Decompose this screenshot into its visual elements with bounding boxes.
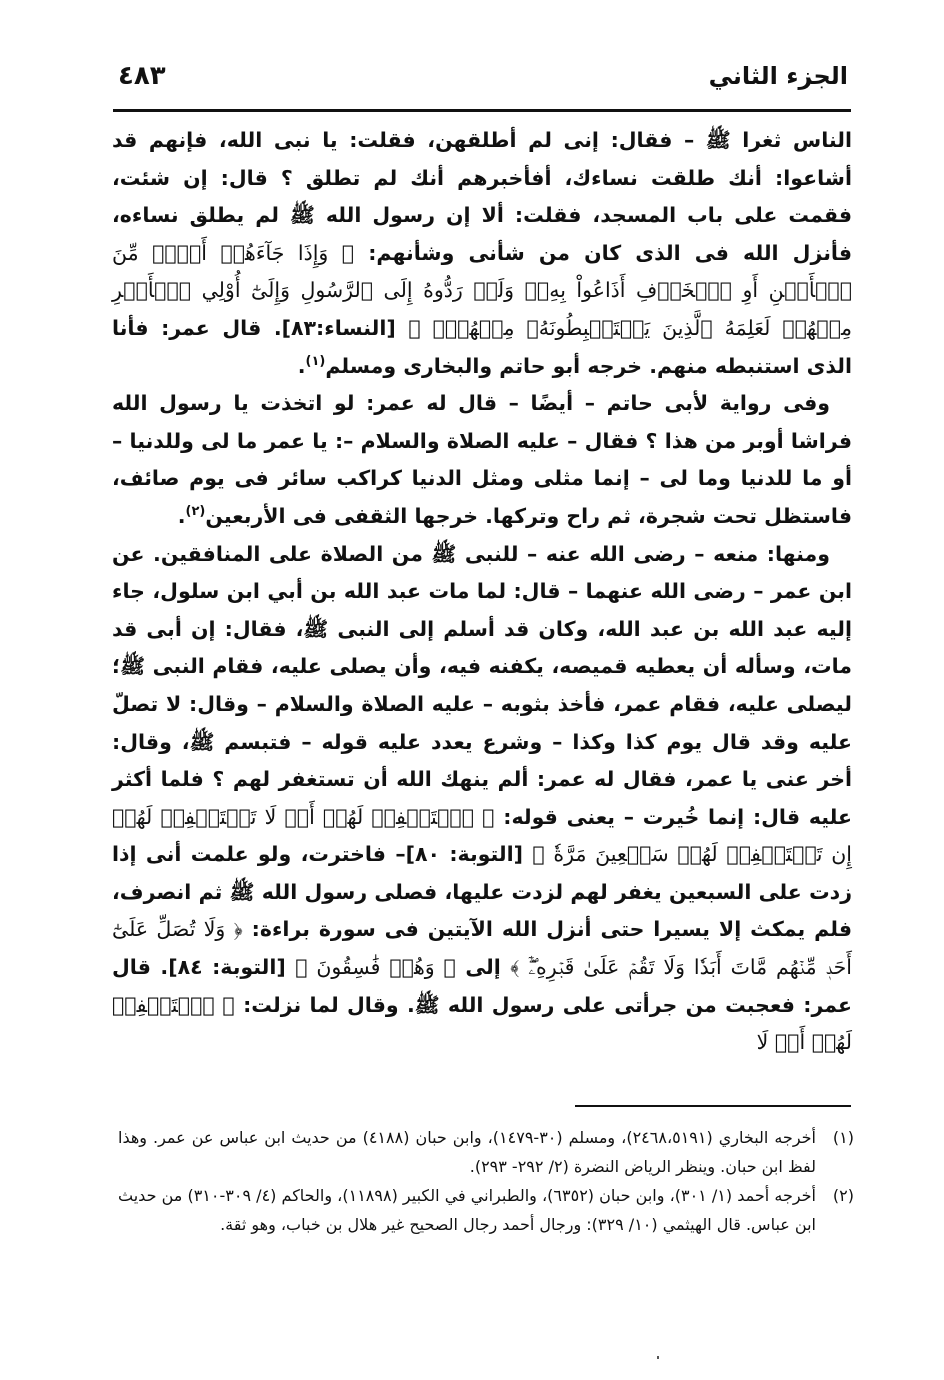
- quran-verse-tawba-80: ﴿ ٱسۡتَغۡفِرۡ لَهُمۡ أَوۡ لَا تَسۡتَغۡفِرۡ لَهُمۡ إِن تَسۡتَغۡفِرۡ لَهُمۡ سَبۡعِينَ مَرَّةٗ ﴾: [112, 804, 852, 867]
- footnote-marker-1: (١): [305, 353, 326, 369]
- quran-verse-tawba-84-end: ﴿ وَهُمۡ فَٰسِقُونَ ﴾: [295, 955, 456, 980]
- paragraph-2: [112, 385, 852, 535]
- scan-speck: [657, 1356, 659, 1359]
- quran-verse-tawba-84: ﴿ وَلَا تُصَلِّ عَلَىٰٓ أَحَدٖ مِّنۡهُم مَّاتَ أَبَدٗا وَلَا تَقُمۡ عَلَىٰ قَبۡرِهِۦٓۖ ﴾: [112, 917, 853, 980]
- footnote-1-text: أخرجه البخاري (٢٤٦٨،٥١٩١)، ومسلم (٣٠-١٤٧٩)، وابن حبان (٤١٨٨) من حديث ابن عباس عن عمر. وهذا لفظ ابن حبان. وينظر الرياض النضرة (٢/ ٢٩٢- ٢٩٣).: [118, 1128, 816, 1176]
- paragraph-3-text-1: ومنها: منعه – رضى الله عنه – للنبى ﷺ من الصلاة على المنافقين. عن ابن عمر – رضى الله عنهما – قال: لما مات عبد الله بن أبي ابن سلول، جاء إليه عبد الله بن عبد الله، وكان قد أسلم إلى النبى ﷺ، فقال: إن أبى قد مات، وسأله أن يعطيه قميصه، يكفنه فيه، وأن يصلى عليه، فقام النبى ﷺ؛ ليصلى عليه، فقام عمر، فأخذ بثوبه – عليه الصلاة والسلام – وقال: لا تصلّ عليه وقد قال يوم كذا وكذا – وشرع يعدد عليه قوله – فتبسم ﷺ، وقال: أخر عنى يا عمر، فقال له عمر: ألم ينهك الله أن تستغفر لهم ؟ فلما أكثر عليه قال: إنما خُيرت – يعنى قوله:: [112, 541, 852, 829]
- quran-verse-nisa-83: ﴿ وَإِذَا جَآءَهُمۡ أَمۡرٞ مِّنَ ٱلۡأَمۡنِ أَوِ ٱلۡخَوۡفِ أَذَاعُواْ بِهِۦۖ وَلَوۡ رَدُّوهُ إِلَى ٱلرَّسُولِ وَإِلَىٰٓ أُوْلِي ٱلۡأَمۡرِ مِنۡهُمۡ لَعَلِمَهُ ٱلَّذِينَ يَسۡتَنۢبِطُونَهُۥ مِنۡهُمۡۗ ﴾: [112, 240, 853, 340]
- footnote-2-number: (٢): [832, 1186, 854, 1205]
- paragraph-2-end: .: [177, 503, 186, 528]
- footnote-separator: [575, 1105, 851, 1107]
- paragraph-1-text-1: الناس ثغرا ﷺ – فقال: إنى لم أطلقهن، فقلت: يا نبى الله، فإنهم قد أشاعوا: أنك طلقت نساءك، أفأخبرهم أنك لم تطلق ؟ قال: إن شئت، فقمت على باب المسجد، فقلت: ألا إن رسول الله ﷺ لم يطلق نساءه، فأنزل الله فى الذى كان من شأنى وشأنهم:: [112, 128, 853, 265]
- footnote-1-number: (١): [832, 1128, 854, 1147]
- footnote-marker-2: (٢): [185, 504, 206, 520]
- footnotes: [118, 1123, 854, 1239]
- header-rule: [113, 109, 851, 112]
- page-header: [118, 52, 848, 100]
- paragraph-3-text-3: إلى: [465, 955, 501, 980]
- quran-verse-tawba-80-partial: ﴿ ٱسۡتَغۡفِرۡ لَهُمۡ أَوۡ لَا: [112, 992, 852, 1055]
- paragraph-1-end: .: [297, 353, 306, 378]
- footnote-2: [118, 1181, 854, 1239]
- paragraph-2-text-1: وفى رواية لأبى حاتم – أيضًا – قال له عمر: لو اتخذت يا رسول الله فراشا أوبر من هذا ؟ فقال – عليه الصلاة والسلام –: يا عمر ما لى وللدنيا – أو ما للدنيا وما لى – إنما مثلى ومثل الدنيا كراكب سائر فى يوم صائف، فاستظل تحت شجرة، ثم راح وتركها. خرجها الثقفى فى الأربعين: [112, 391, 852, 528]
- surah-reference-nisa: [النساء:٨٣].: [273, 315, 396, 340]
- paragraph-1: [112, 122, 852, 385]
- paragraph-1-text-2: قال عمر: فأنا الذى استنبطه منهم. خرجه أبو حاتم والبخارى ومسلم: [112, 315, 852, 378]
- paragraph-3-text-2: – فاخترت، ولو علمت أنى إذا زدت على السبعين يغفر لهم لزدت عليها، فصلى رسول الله ﷺ ثم انصرف، فلم يمكث إلا يسيرا حتى أنزل الله الآيتين فى سورة براءة:: [112, 842, 852, 942]
- surah-reference-tawba-80: [التوبة: ٨٠]: [405, 842, 524, 867]
- running-title: الجزء الثاني: [708, 62, 848, 90]
- page-number: ٤٨٣: [118, 61, 166, 91]
- paragraph-3-text-4: قال عمر: فعجبت من جرأتى على رسول الله ﷺ. وقال لما نزلت:: [112, 955, 852, 1017]
- footnote-2-text: أخرجه أحمد (١/ ٣٠١)، وابن حبان (٦٣٥٢)، والطبراني في الكبير (١١٨٩٨)، والحاكم (٤/ ٣٠٩-٣١٠) من حديث ابن عباس. قال الهيثمي (١٠/ ٣٢٩): ورجال أحمد رجال الصحيح غير هلال بن خباب، وهو ثقة.: [118, 1186, 817, 1234]
- surah-reference-tawba-84: [التوبة: ٨٤].: [160, 955, 286, 980]
- paragraph-3: [112, 536, 852, 1062]
- footnote-1: [118, 1123, 854, 1181]
- main-text: [112, 122, 852, 1062]
